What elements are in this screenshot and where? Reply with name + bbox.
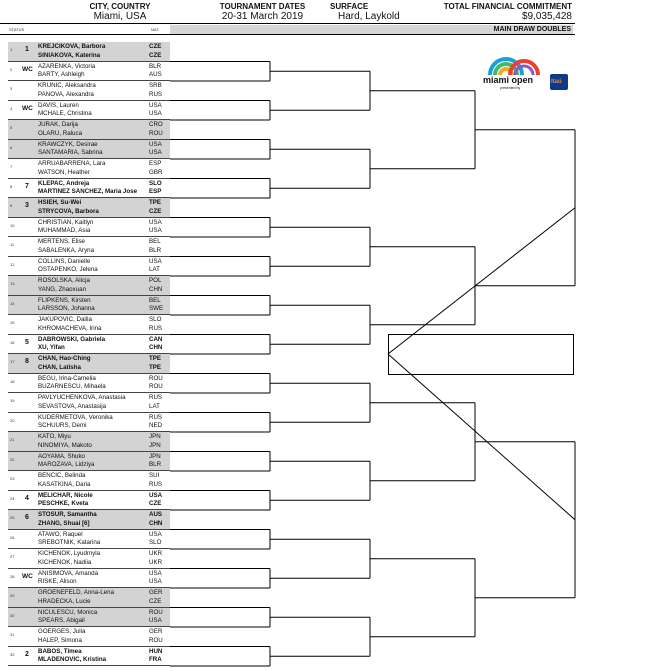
entry-seed: 2: [25, 650, 29, 658]
player-2-name: SANTAMARIA, Sabrina: [38, 149, 103, 156]
miami-open-logo-mark: [480, 48, 572, 94]
player-2-name: ZHANG, Shuai [6]: [38, 519, 90, 527]
player-2-name: SEVASTOVA, Anastasija: [38, 402, 107, 410]
player-2-nationality: CHN: [149, 519, 163, 527]
dates-value: 20-31 March 2019: [221, 11, 304, 22]
player-1-nationality: JPN: [149, 452, 161, 460]
entry-status: WC: [22, 572, 33, 580]
tournament-header: [0, 0, 650, 24]
player-1-name: GROENEFELD, Anna-Lena: [38, 589, 115, 596]
player-2-name: MCHALE, Christina: [38, 110, 92, 117]
bracket-line: [388, 208, 575, 354]
player-2-nationality: RUS: [149, 480, 163, 488]
player-2-nationality: TPE: [149, 363, 162, 371]
entry-number: 7: [10, 164, 13, 169]
nat-column-header: NAT.: [151, 27, 160, 32]
player-1-name: KRAWCZYK, Desirae: [38, 140, 98, 148]
player-2-name: SREBOTNIK, Katarina: [38, 539, 101, 546]
draw-entry: [8, 276, 170, 296]
player-1-nationality: USA: [149, 257, 162, 265]
draw-entry: [8, 452, 170, 472]
entry-number: 32: [10, 651, 15, 657]
player-2-name: STRYCOVA, Barbora: [38, 207, 99, 215]
draw-entry: [8, 471, 170, 491]
player-2-name: XU, Yifan: [38, 344, 65, 351]
entry-number: 12: [10, 261, 15, 267]
player-2-nationality: GBR: [149, 168, 163, 176]
draw-entry: [8, 335, 170, 355]
player-2-nationality: UKR: [149, 558, 163, 566]
player-2-nationality: CZE: [149, 51, 162, 59]
entry-number: 20: [10, 417, 15, 423]
player-2-nationality: USA: [149, 227, 162, 234]
player-1-nationality: SLO: [149, 179, 162, 187]
player-1-name: KATO, Miyu: [38, 433, 71, 440]
entry-number: 15: [10, 320, 15, 325]
player-1-nationality: POL: [149, 277, 162, 284]
player-2-nationality: RUS: [149, 90, 163, 98]
player-1-name: KREJCIKOVA, Barbora: [38, 43, 106, 50]
entry-number: 6: [10, 144, 13, 150]
player-2-name: SCHUURS, Demi: [38, 422, 87, 429]
draw-entry: [8, 432, 170, 452]
player-2-name: MAROZAVA, Lidziya: [38, 461, 95, 468]
draw-entry: [8, 569, 170, 589]
player-1-name: PAVLYUCHENKOVA, Anastasia: [38, 394, 126, 401]
draw-entry: [8, 491, 170, 511]
player-1-name: HSIEH, Su-Wei: [38, 199, 82, 206]
player-2-nationality: NED: [149, 422, 163, 429]
player-1-name: BEGU, Irina-Camelia: [38, 374, 96, 382]
player-2-nationality: CZE: [149, 207, 162, 215]
player-1-nationality: SUI: [149, 472, 160, 479]
player-2-nationality: CHN: [149, 285, 163, 293]
header-divider: [0, 23, 575, 24]
player-2-name: KHROMACHEVA, Irina: [38, 324, 102, 332]
entry-number: 25: [10, 515, 15, 520]
entry-number: 16: [10, 339, 15, 345]
entry-seed: 8: [25, 358, 29, 365]
player-1-name: GOERGES, Julia: [38, 628, 86, 635]
entry-number: 4: [10, 105, 13, 111]
entry-number: 11: [10, 242, 15, 247]
player-2-nationality: LAT: [149, 402, 160, 410]
player-1-name: DABROWSKI, Gabriela: [38, 335, 106, 343]
miami-open-logo: [480, 48, 572, 94]
player-2-name: RISKE, Alison: [38, 578, 77, 585]
player-1-nationality: USA: [149, 218, 162, 226]
player-2-nationality: LAT: [149, 266, 160, 273]
player-1-nationality: USA: [149, 530, 162, 538]
draw-entry: [8, 608, 170, 628]
draw-entry: [8, 237, 170, 257]
player-2-name: PANOVA, Alexandra: [38, 90, 94, 98]
player-1-nationality: JPN: [149, 433, 161, 440]
player-1-nationality: GER: [149, 589, 163, 596]
draw-entry: [8, 374, 170, 394]
player-1-name: MERTENS, Elise: [38, 238, 85, 245]
player-1-nationality: HUN: [149, 647, 163, 655]
player-1-name: STOSUR, Samantha: [38, 511, 97, 518]
player-1-nationality: ROU: [149, 374, 163, 382]
surface-value: Hard, Laykold: [338, 11, 400, 22]
entry-status: WC: [22, 65, 33, 73]
entry-number: 5: [10, 125, 13, 130]
player-1-nationality: BEL: [149, 238, 161, 245]
player-2-name: LARSSON, Johanna: [38, 305, 95, 312]
bracket-line: [388, 354, 575, 520]
draw-title-banner: MAIN DRAW DOUBLES: [170, 25, 573, 34]
player-1-nationality: TPE: [149, 199, 162, 206]
player-2-nationality: RUS: [149, 324, 163, 332]
player-2-name: SABALENKA, Aryna: [38, 246, 95, 254]
player-2-nationality: USA: [149, 149, 162, 156]
entry-number: 18: [10, 378, 15, 384]
entry-number: 17: [10, 359, 15, 364]
draw-entry: [8, 296, 170, 316]
player-2-name: NINOMIYA, Makoto: [38, 441, 92, 449]
player-1-name: BENCIC, Belinda: [38, 472, 86, 479]
entry-number: 22: [10, 456, 15, 462]
player-2-nationality: SWE: [149, 305, 164, 312]
player-1-nationality: CAN: [149, 335, 163, 343]
draw-entry: [8, 62, 170, 82]
logo-presented-by: presented by: [500, 86, 521, 90]
draw-entry: [8, 647, 170, 667]
entry-number: 31: [10, 632, 15, 637]
draw-entry: [8, 179, 170, 199]
dates-label: TOURNAMENT DATES: [219, 2, 306, 11]
player-1-nationality: CZE: [149, 43, 162, 50]
player-1-name: NICULESCU, Monica: [38, 608, 98, 616]
player-2-name: MUHAMMAD, Asia: [38, 227, 91, 234]
winner-box: [388, 334, 574, 375]
player-1-nationality: AUS: [149, 511, 163, 518]
draw-entry: [8, 588, 170, 608]
player-2-nationality: AUS: [149, 71, 162, 78]
entry-seed: 5: [25, 338, 29, 346]
player-1-nationality: USA: [149, 101, 162, 109]
draw-entry: [8, 315, 170, 335]
player-2-nationality: CZE: [149, 500, 162, 507]
dates-block: [200, 2, 325, 22]
entry-number: 10: [10, 222, 15, 228]
draw-entry: [8, 42, 170, 62]
player-1-name: COLLINS, Danielle: [38, 257, 91, 265]
player-2-nationality: USA: [149, 617, 162, 624]
player-1-name: KRUNIC, Aleksandra: [38, 82, 96, 89]
player-2-name: SPEARS, Abigail: [38, 617, 85, 624]
banner-divider: [0, 34, 575, 35]
draw-entry: [8, 393, 170, 413]
player-1-nationality: UKR: [149, 550, 163, 557]
entry-number: 8: [10, 183, 13, 189]
player-2-name: SINIAKOVA, Katerina: [38, 51, 101, 59]
logo-wordmark: miami open: [483, 75, 534, 85]
player-2-nationality: USA: [149, 110, 162, 117]
draw-entry: [8, 140, 170, 160]
entry-number: 3: [10, 86, 13, 91]
player-1-name: AOYAMA, Shuko: [38, 452, 85, 460]
draw-entry: [8, 101, 170, 121]
entry-number: 24: [10, 495, 15, 501]
player-1-nationality: USA: [149, 569, 162, 577]
city-block: [50, 2, 190, 22]
player-1-nationality: USA: [149, 491, 163, 499]
entry-number: 14: [10, 300, 15, 306]
player-2-nationality: BLR: [149, 246, 162, 254]
player-1-nationality: CRO: [149, 121, 163, 128]
player-1-name: DAVIS, Lauren: [38, 101, 79, 109]
entry-status: WC: [22, 104, 33, 112]
commitment-value: $9,035,428: [521, 11, 572, 22]
entry-number: 2: [10, 66, 13, 72]
sponsor-logo: Itaú: [551, 79, 562, 85]
entry-number: 30: [10, 612, 15, 618]
player-1-nationality: TPE: [149, 355, 162, 362]
draw-entry: [8, 354, 170, 374]
player-1-name: JAKUPOVIC, Dalila: [38, 316, 92, 323]
player-1-nationality: BEL: [149, 296, 161, 304]
player-1-name: ROSOLSKA, Alicja: [38, 277, 90, 284]
player-2-name: CHAN, Latisha: [38, 363, 81, 371]
player-1-name: JURAK, Darija: [38, 121, 78, 128]
player-1-nationality: SLO: [149, 316, 162, 323]
entry-number: 27: [10, 554, 15, 559]
entry-seed: 4: [25, 494, 29, 502]
draw-entry: [8, 218, 170, 238]
draw-entry: [8, 198, 170, 218]
player-2-name: BUZARNESCU, Mihaela: [38, 383, 106, 390]
player-2-name: OSTAPENKO, Jelena: [38, 266, 98, 273]
player-1-name: BABOS, Timea: [38, 647, 82, 655]
player-1-name: CHRISTIAN, Kaitlyn: [38, 218, 94, 226]
entry-number: 28: [10, 573, 15, 579]
player-1-name: ARRUABARRENA, Lara: [38, 160, 106, 167]
player-1-name: KICHENOK, Lyudmyla: [38, 550, 101, 557]
entry-seed: 6: [25, 514, 29, 521]
player-2-name: PESCHKE, Kveta: [38, 500, 89, 507]
draw-entry: [8, 257, 170, 277]
player-1-name: AZARENKA, Victoria: [38, 62, 96, 70]
draw-entry: [8, 530, 170, 550]
player-1-nationality: BLR: [149, 62, 162, 70]
surface-label: SURFACE: [330, 2, 369, 11]
entry-seed: 1: [25, 46, 29, 53]
player-1-name: ANISIMOVA, Amanda: [38, 569, 99, 577]
player-2-name: KASATKINA, Daria: [38, 480, 91, 488]
player-2-nationality: ROU: [149, 129, 163, 137]
commitment-label: TOTAL FINANCIAL COMMITMENT: [443, 2, 572, 11]
entry-seed: 7: [25, 182, 29, 190]
player-2-nationality: BLR: [149, 461, 162, 468]
player-2-name: HRADECKA, Lucie: [38, 597, 91, 605]
entry-number: 26: [10, 534, 15, 540]
player-1-nationality: SRB: [149, 82, 162, 89]
draw-entry: [8, 549, 170, 569]
draw-entry: [8, 120, 170, 140]
player-1-name: KLEPAC, Andreja: [38, 179, 90, 187]
entry-number: 23: [10, 476, 15, 481]
entry-number: 29: [10, 593, 15, 598]
draw-entry: [8, 510, 170, 530]
player-2-nationality: ESP: [149, 188, 162, 195]
commitment-block: [430, 2, 572, 22]
player-1-nationality: RUS: [149, 413, 163, 421]
player-2-nationality: USA: [149, 578, 162, 585]
player-1-nationality: USA: [149, 140, 162, 148]
player-2-name: BARTY, Ashleigh: [38, 71, 85, 78]
player-2-name: WATSON, Heather: [38, 168, 90, 176]
player-2-name: OLARU, Raluca: [38, 129, 83, 137]
player-2-name: MARTINEZ SANCHEZ, Maria Jose: [38, 188, 138, 195]
player-2-nationality: FRA: [149, 656, 162, 663]
player-2-nationality: ROU: [149, 383, 163, 390]
entry-number: 1: [10, 47, 13, 52]
entry-number: 13: [10, 281, 15, 286]
player-1-name: KUDERMETOVA, Veronika: [38, 413, 113, 421]
player-1-name: FLIPKENS, Kirsten: [38, 296, 91, 304]
player-2-nationality: SLO: [149, 539, 162, 546]
player-2-nationality: CZE: [149, 597, 162, 605]
player-1-name: ATAWO, Raquel: [38, 530, 83, 538]
player-1-nationality: ESP: [149, 160, 162, 167]
entry-number: 21: [10, 437, 15, 442]
draw-entry: [8, 81, 170, 101]
player-2-nationality: CHN: [149, 344, 163, 351]
entry-number: 9: [10, 203, 13, 208]
draw-entry: [8, 627, 170, 647]
player-1-name: CHAN, Hao-Ching: [38, 355, 91, 362]
player-1-nationality: ROU: [149, 608, 163, 616]
surface-block: [330, 2, 410, 22]
player-2-nationality: ROU: [149, 636, 163, 644]
city-value: Miami, USA: [93, 11, 147, 22]
player-2-nationality: JPN: [149, 441, 161, 449]
entry-number: 19: [10, 398, 15, 403]
player-1-nationality: GER: [149, 628, 163, 635]
entry-seed: 3: [25, 202, 29, 209]
player-2-name: KICHENOK, Nadiia: [38, 558, 92, 566]
player-2-name: YANG, Zhaoxuan: [38, 285, 87, 293]
player-2-name: HALEP, Simona: [38, 636, 82, 644]
player-1-name: MELICHAR, Nicole: [38, 491, 93, 499]
draw-entry: [8, 413, 170, 433]
player-2-name: MLADENOVIC, Kristina: [38, 656, 107, 663]
city-label: CITY, COUNTRY: [89, 2, 151, 11]
draw-entry: [8, 159, 170, 179]
status-column-header: STATUS: [9, 27, 25, 32]
player-1-nationality: RUS: [149, 394, 163, 401]
